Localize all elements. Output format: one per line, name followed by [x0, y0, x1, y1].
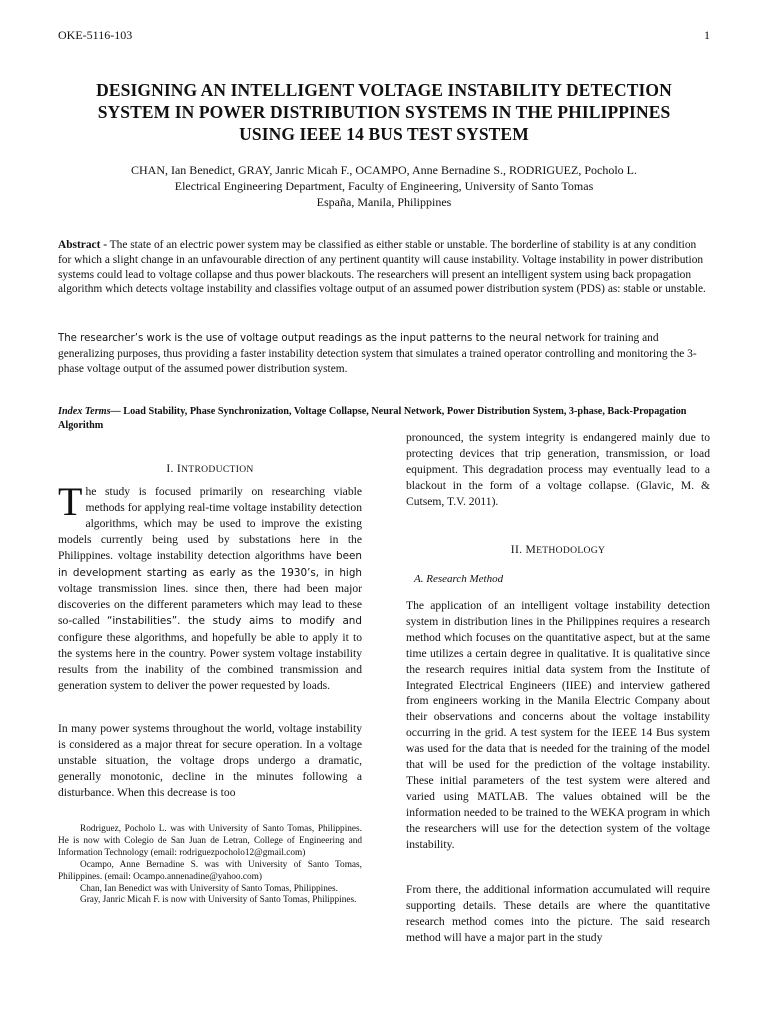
- page-number: 1: [704, 28, 710, 42]
- methodology-numeral: II. M: [510, 543, 537, 556]
- footnotes: [58, 824, 362, 907]
- methodology-heading: [406, 542, 710, 559]
- title-line-1: DESIGNING AN INTELLIGENT VOLTAGE INSTABILITY DETECTION: [96, 80, 672, 100]
- index-terms: [58, 405, 714, 433]
- intro-p1-sans1: been in development starting as early as the 1930’s, in high: [58, 549, 362, 579]
- intro-p1-c: configure these algorithms, and hopefully be able to apply it to the systems here in the country. Power system voltage instability results from the inability of the combined transmission and generation system to deliver the power requested by loads.: [58, 631, 362, 692]
- section-heading-introduction: [58, 461, 362, 478]
- subsection-heading: [406, 571, 710, 588]
- title-line-2: SYSTEM IN POWER DISTRIBUTION SYSTEMS IN THE PHILIPPINES: [97, 102, 671, 122]
- footnote-2: Ocampo, Anne Bernadine S. was with University of Santo Tomas, Philippines. (email: Ocampo.annenadine@yahoo.com): [58, 859, 362, 882]
- section-heading-methodology: [406, 542, 710, 559]
- intro-paragraph-1: [58, 479, 362, 694]
- intro-paragraph-2: In many power systems throughout the world, voltage instability is considered as a major threat for secure operation. In a voltage unstable situation, the voltage drops undergo a dramatic, generally monotonic, decline in the minutes following a disturbance. When this decrease is too: [58, 722, 362, 799]
- intro-heading-sc: NTRODUCTION: [181, 464, 254, 475]
- footnote-4: Gray, Janric Micah F. is now with University of Santo Tomas, Philippines.: [80, 895, 357, 906]
- intro-heading: [58, 461, 362, 478]
- intro-p1-a: he study is focused primarily on researching viable methods for applying real-time voltage instability detection algorithms, which may be used to improve the existing models currently being used by substations here in the Philippines. voltage instability detection algorithms have: [58, 485, 362, 562]
- author-affiliation: Electrical Engineering Department, Faculty of Engineering, University of Santo Tomas: [174, 179, 594, 193]
- footnote-1: Rodriguez, Pocholo L. was with University of Santo Tomas, Philippines. He is now with Colegio de San Juan de Letran, College of Engineering and Information Technology (email: rodriguezpocholo12@gmail.com): [58, 824, 362, 858]
- abstract-paragraph-2: [58, 331, 710, 376]
- author-location: España, Manila, Philippines: [316, 195, 452, 209]
- drop-cap: T: [58, 479, 83, 524]
- abstract-para2-sans: The researcher’s work is the use of voltage output readings as the input patterns to the neural net: [58, 333, 562, 344]
- paper-title: [60, 79, 708, 145]
- methodology-heading-sc: ETHODOLOGY: [536, 545, 606, 556]
- footnote-3: Chan, Ian Benedict was with University of Santo Tomas, Philippines.: [80, 883, 338, 894]
- intro-numeral: I. I: [166, 462, 182, 475]
- abstract-para2-rest: work for training and generalizing purposes, thus providing a faster instability detection system that simulates a trained operator controlling and monitoring the 3-phase voltage output of the assumed power distribution system.: [58, 332, 697, 375]
- abstract: [58, 238, 710, 297]
- intro-p1-sans2: “instabilities”. the study aims to modify and: [107, 615, 362, 628]
- intro-continuation: pronounced, the system integrity is endangered mainly due to protecting devices that trip generation, transmission, or load equipment. This degradation process may eventually lead to a blackout in the form of a voltage collapse. (Glavic, M. & Cutsem, T.V. 2011).: [406, 431, 710, 508]
- index-terms-label: Index Terms—: [58, 406, 121, 417]
- subsection-research-method: A. Research Method: [414, 573, 504, 585]
- author-block: [60, 162, 708, 210]
- index-terms-text: Load Stability, Phase Synchronization, Voltage Collapse, Neural Network, Power Distribution System, 3-phase, Back-Propagation Algorithm: [58, 406, 687, 431]
- methodology-paragraph-1: The application of an intelligent voltage instability detection system in distribution lines in the Philippines requires a research method which focuses on the quantitative aspect, but at the same time utilizes a certain degree in qualitative. It is qualitative since the research requires initial data system from the Institute of Integrated Electrical Engineers (IIEE) and interview gathered from engineers working in the Manila Electric Company about their observations and concerns about the voltage instability occurring in the grid. A test system for the IEEE 14 Bus system was used for the data that is needed for the training of the model that will be used for the prediction of the voltage instability. These initial parameters of the test system were altered and varied using MATLAB. The values obtained will be the information needed to be trained to the WEKA program in which the researchers will use for the detection system of the voltage instability.: [406, 599, 710, 851]
- methodology-paragraph-2: From there, the additional information accumulated will require supporting details. These details are where the quantitative research method comes into the picture. The said research method will have a major part in the study: [406, 883, 710, 944]
- document-id: OKE-5116-103: [58, 28, 133, 42]
- intro-p1-b: voltage transmission lines. since then, there had been major discoveries on the different parameters which may lead to these so-called: [58, 582, 362, 628]
- author-names: CHAN, Ian Benedict, GRAY, Janric Micah F., OCAMPO, Anne Bernadine S., RODRIGUEZ, Pocholo L.: [130, 163, 637, 177]
- abstract-label: Abstract -: [58, 239, 108, 251]
- title-line-3: USING IEEE 14 BUS TEST SYSTEM: [239, 124, 529, 144]
- abstract-text: The state of an electric power system may be classified as either stable or unstable. The borderline of stability is at any condition for which a slight change in an unfavourable direction of any pertinent quantity will cause instability. Voltage instability in power distribution systems could lead to voltage collapse and thus power blackouts. The researchers will present an intelligent system using back propagation algorithm which detects voltage instability and classifies voltage output of an assumed power distribution system (PDS) as: stable or unstable.: [58, 239, 706, 296]
